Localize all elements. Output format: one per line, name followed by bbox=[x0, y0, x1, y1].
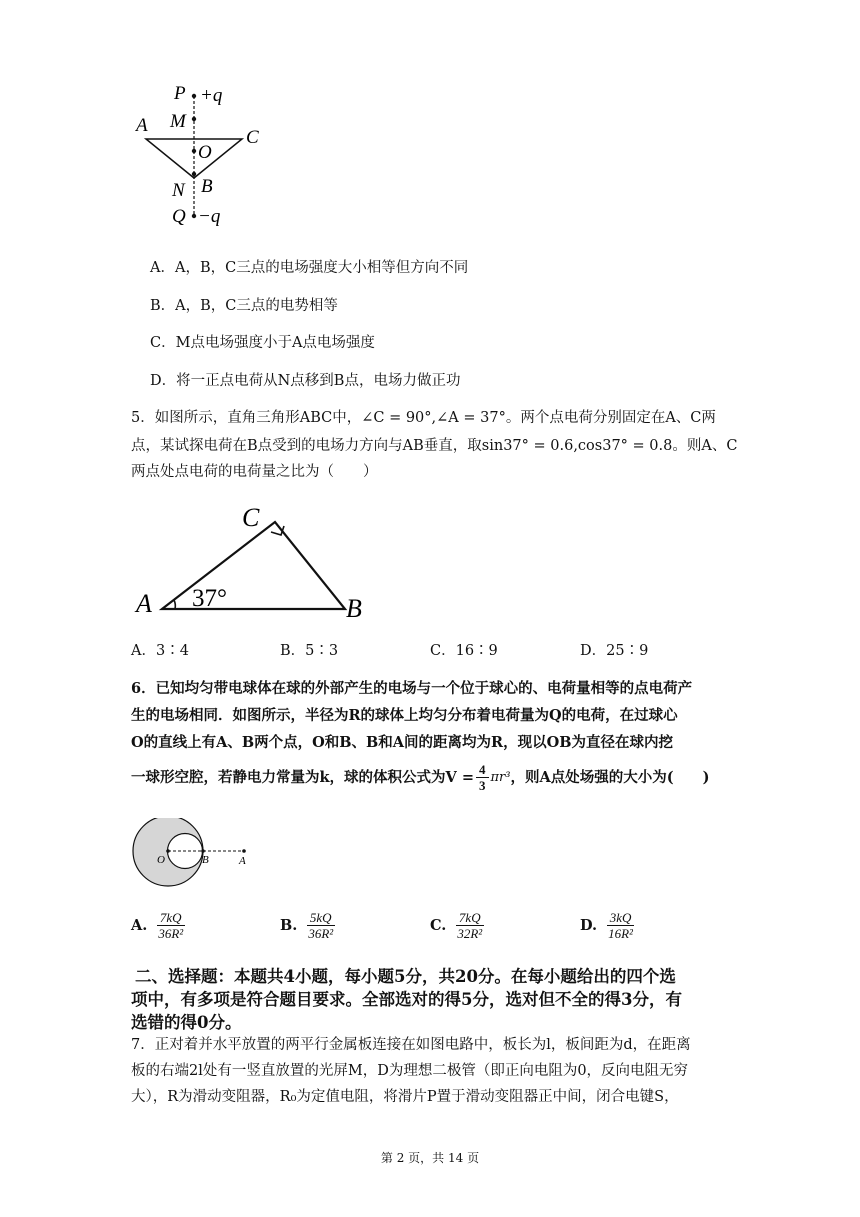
q6-option-b-fraction bbox=[305, 910, 336, 941]
section2-heading-line1: 二、选择题：本题共4小题，每小题5分，共20分。在每小题给出的四个选 bbox=[135, 967, 676, 986]
q7-text-line1: 7．正对着并水平放置的两平行金属板连接在如图电路中，板长为l，板间距为d，在距离 bbox=[131, 1037, 691, 1053]
fig5-label-A: A bbox=[136, 589, 152, 618]
figure-right-triangle bbox=[130, 500, 380, 625]
fig4-label-N: N bbox=[172, 180, 185, 201]
fig4-label-O: O bbox=[198, 142, 212, 163]
fig4-label-P: P bbox=[174, 83, 186, 104]
q6-option-b-letter: B. bbox=[280, 917, 298, 934]
fraction-numerator: 7kQ bbox=[157, 910, 185, 926]
figure-hollow-sphere bbox=[128, 818, 258, 890]
fraction-numerator: 7kQ bbox=[456, 910, 484, 926]
page-footer: 第 2 页，共 14 页 bbox=[380, 1151, 480, 1165]
q6-option-a bbox=[131, 910, 186, 941]
q5-option-c: C．16∶9 bbox=[430, 643, 498, 659]
fig6-label-B: B bbox=[202, 854, 209, 866]
fig6-label-A: A bbox=[239, 855, 246, 867]
fraction-denominator: 36R² bbox=[308, 926, 334, 941]
q5-text-line3: 两点处点电荷的电荷量之比为（ ） bbox=[131, 464, 378, 480]
fig6-label-O: O bbox=[157, 854, 165, 866]
fraction-numerator: 5kQ bbox=[307, 910, 335, 926]
q4-option-b: B．A，B，C三点的电势相等 bbox=[150, 298, 338, 314]
fraction-denominator: 16R² bbox=[608, 926, 633, 941]
fig4-label-plus-q: +q bbox=[200, 85, 223, 106]
formula-numerator: 4 bbox=[476, 762, 489, 778]
section2-heading-line3: 选错的得0分。 bbox=[131, 1013, 242, 1032]
q6-option-c-fraction bbox=[454, 910, 485, 941]
q4-option-c: C．M点电场强度小于A点电场强度 bbox=[150, 335, 375, 351]
q6-text-line2: 生的电场相同．如图所示，半径为R的球体上均匀分布着电荷量为Q的电荷，在过球心 bbox=[131, 707, 678, 724]
fig4-label-minus-q: −q bbox=[198, 206, 221, 226]
fraction-numerator: 3kQ bbox=[607, 910, 635, 926]
fig4-label-Q: Q bbox=[172, 206, 186, 226]
q6-option-a-fraction bbox=[155, 910, 186, 941]
fig5-angle-label: 37° bbox=[192, 585, 227, 612]
q6-option-b bbox=[280, 910, 336, 941]
q5-option-a: A．3∶4 bbox=[131, 643, 189, 659]
fig4-label-B: B bbox=[201, 176, 213, 197]
q6-option-d-letter: D. bbox=[580, 917, 598, 934]
q6-text-line4 bbox=[131, 762, 709, 793]
q6-text-line3: O的直线上有A、B两个点，O和B、B和A间的距离均为R，现以OB为直径在球内挖 bbox=[131, 734, 673, 751]
q7-text-line2: 板的右端2l处有一竖直放置的光屏M，D为理想二极管（即正向电阻为0，反向电阻无穷 bbox=[131, 1063, 689, 1079]
fig4-label-A: A bbox=[136, 115, 148, 136]
q6-line4-pre: 一球形空腔，若静电力常量为k，球的体积公式为V = bbox=[131, 768, 474, 786]
q6-option-c-letter: C. bbox=[430, 917, 447, 934]
fraction-denominator: 32R² bbox=[457, 926, 483, 941]
q6-option-d bbox=[580, 910, 636, 941]
fraction-denominator: 36R² bbox=[158, 926, 184, 941]
figure-charges-triangle bbox=[130, 76, 280, 226]
q5-text-line2: 点，某试探电荷在B点受到的电场力方向与AB垂直，取sin37° = 0.6,cos37° = 0.8。则A、C bbox=[131, 438, 738, 454]
fig4-label-M: M bbox=[170, 111, 186, 132]
q6-text-line1: 6．已知均匀带电球体在球的外部产生的电场与一个位于球心的、电荷量相等的点电荷产 bbox=[131, 680, 693, 697]
q4-option-a: A．A，B，C三点的电场强度大小相等但方向不同 bbox=[150, 260, 469, 276]
fig4-label-C: C bbox=[246, 127, 259, 148]
fig5-label-C: C bbox=[242, 503, 260, 532]
q5-option-d: D．25∶9 bbox=[580, 643, 649, 659]
q7-text-line3: 大），R为滑动变阻器，R₀为定值电阻，将滑片P置于滑动变阻器正中间，闭合电键S， bbox=[131, 1089, 679, 1105]
q6-line4-post: ，则A点处场强的大小为( ) bbox=[510, 768, 710, 786]
formula-rest: πr³ bbox=[490, 769, 511, 785]
q5-text-line1: 5．如图所示，直角三角形ABC中，∠C = 90°,∠A = 37°。两个点电荷分别固定在A、C两 bbox=[131, 410, 716, 426]
q4-option-d: D．将一正点电荷从N点移到B点，电场力做正功 bbox=[150, 373, 461, 389]
q6-option-d-fraction bbox=[605, 910, 636, 941]
section2-heading-line2: 项中，有多项是符合题目要求。全部选对的得5分，选对但不全的得3分，有 bbox=[131, 990, 682, 1009]
formula-denominator: 3 bbox=[479, 778, 486, 793]
volume-formula-fraction bbox=[476, 762, 489, 793]
q5-option-b: B．5∶3 bbox=[280, 643, 339, 659]
q6-option-c bbox=[430, 910, 485, 941]
fig5-label-B: B bbox=[346, 594, 362, 623]
q6-option-a-letter: A. bbox=[131, 917, 148, 934]
